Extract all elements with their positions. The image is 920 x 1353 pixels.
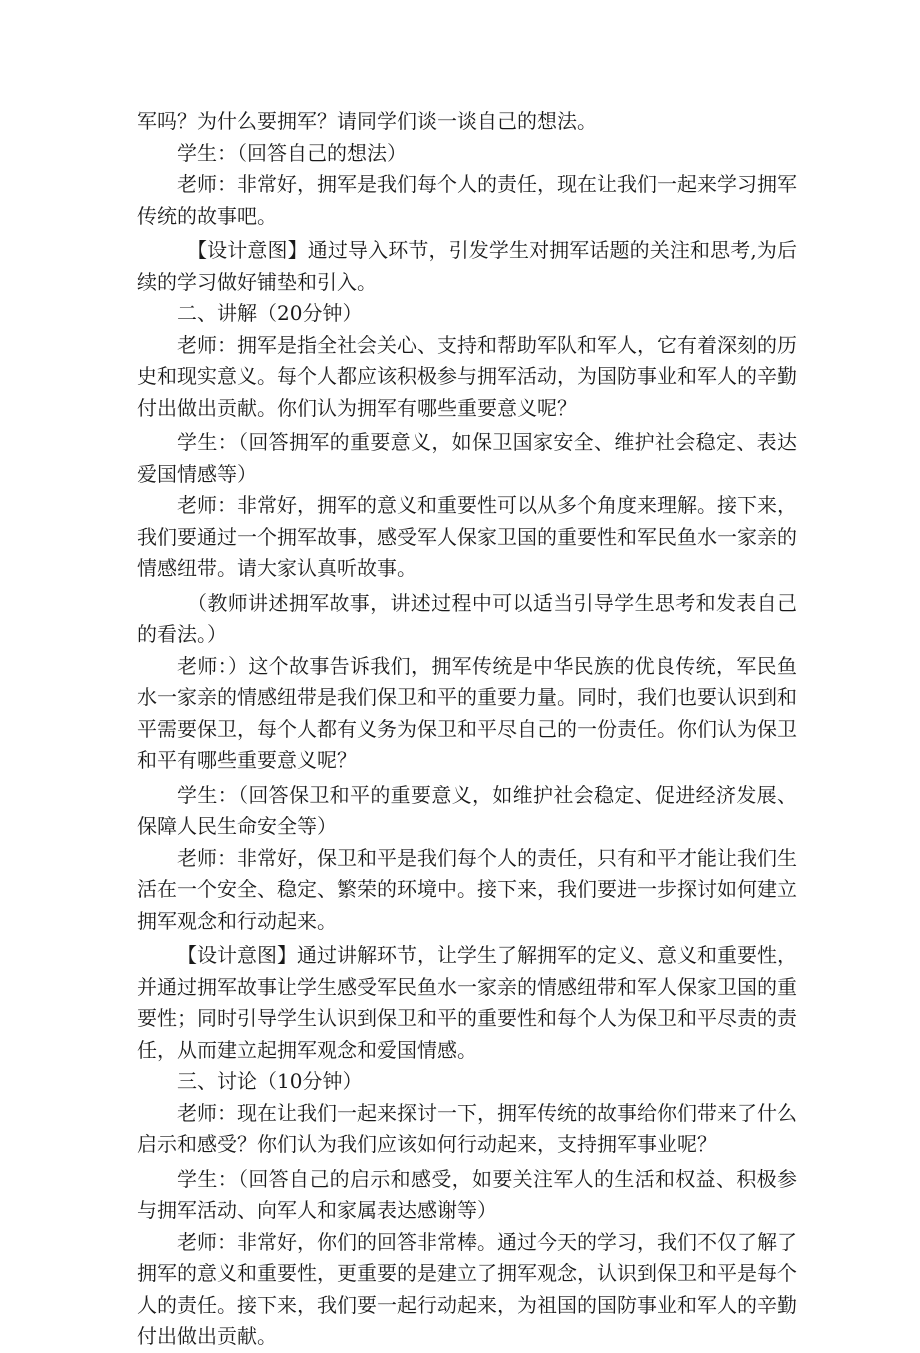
paragraph-teacher-remark: 老师：非常好，拥军的意义和重要性可以从多个角度来理解。接下来，我们要通过一个拥军故事，感受军人保家卫国的重要性和军民鱼水一家亲的情感纽带。请大家认真听故事。	[137, 493, 797, 580]
paragraph-teacher-remark: 老师：现在让我们一起来探讨一下，拥军传统的故事给你们带来了什么启示和感受？你们认为我们应该如何行动起来，支持拥军事业呢？	[137, 1100, 797, 1156]
paragraph-student-answer: 学生：（回答保卫和平的重要意义，如维护社会稳定、促进经济发展、保障人民生命安全等）	[137, 782, 797, 838]
paragraph-teacher-remark: 老师：拥军是指全社会关心、支持和帮助军队和军人，它有着深刻的历史和现实意义。每个人都应该积极参与拥军活动，为国防事业和军人的辛勤付出做出贡献。你们认为拥军有哪些重要意义呢？	[137, 332, 797, 420]
paragraph-student-answer: 学生：（回答拥军的重要意义，如保卫国家安全、维护社会稳定、表达爱国情感等）	[137, 430, 797, 486]
paragraph-continuation: 军吗？为什么要拥军？请同学们谈一谈自己的想法。	[137, 109, 597, 133]
document-body	[137, 106, 797, 1353]
section-heading-discussion: 三、讨论（10分钟）	[177, 1069, 363, 1093]
paragraph-teacher-remark: 老师：非常好，拥军是我们每个人的责任，现在让我们一起来学习拥军传统的故事吧。	[137, 172, 797, 228]
paragraph-teacher-remark: 老师：非常好，你们的回答非常棒。通过今天的学习，我们不仅了解了拥军的意义和重要性，更重要的是建立了拥军观念，认识到保卫和平是每个人的责任。接下来，我们要一起行动起来，为祖国的国防事业和军人的辛勤付出做出贡献。	[137, 1229, 797, 1348]
paragraph-teacher-remark: 老师：）这个故事告诉我们，拥军传统是中华民族的优良传统，军民鱼水一家亲的情感纽带是我们保卫和平的重要力量。同时，我们也要认识到和平需要保卫，每个人都有义务为保卫和平尽自己的一份责任。你们认为保卫和平有哪些重要意义呢？	[137, 653, 797, 772]
section-heading-explanation: 二、讲解（20分钟）	[177, 301, 363, 325]
paragraph-design-intent: 【设计意图】通过讲解环节，让学生了解拥军的定义、意义和重要性，并通过拥军故事让学生感受军民鱼水一家亲的情感纽带和军人保家卫国的重要性；同时引导学生认识到保卫和平的重要性和每个人为保卫和平尽责的责任，从而建立起拥军观念和爱国情感。	[137, 943, 797, 1062]
paragraph-student-answer: 学生：（回答自己的启示和感受，如要关注军人的生活和权益、积极参与拥军活动、向军人和家属表达感谢等）	[137, 1166, 797, 1222]
paragraph-design-intent: 【设计意图】通过导入环节，引发学生对拥军话题的关注和思考,为后续的学习做好铺垫和引入。	[137, 238, 797, 294]
paragraph-student-answer: 学生：（回答自己的想法）	[177, 140, 407, 165]
paragraph-teacher-remark: 老师：非常好，保卫和平是我们每个人的责任，只有和平才能让我们生活在一个安全、稳定、繁荣的环境中。接下来，我们要进一步探讨如何建立拥军观念和行动起来。	[137, 845, 797, 933]
paragraph-teacher-narration: （教师讲述拥军故事，讲述过程中可以适当引导学生思考和发表自己的看法。）	[137, 590, 797, 646]
